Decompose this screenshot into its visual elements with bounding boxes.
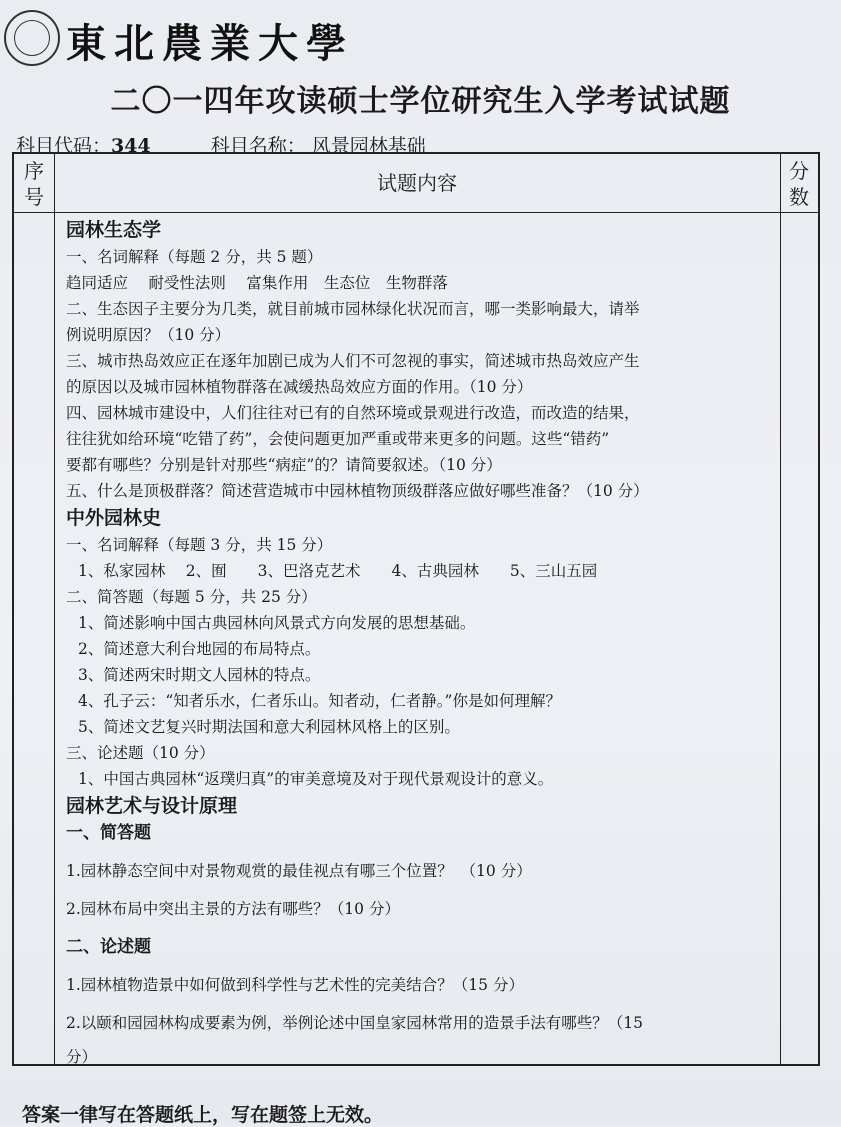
question-line: 的原因以及城市园林植物群落在减缓热岛效应方面的作用。（10 分） — [66, 378, 533, 396]
question-line: 一、名词解释（每题 3 分，共 15 分） — [66, 536, 333, 554]
question-line: 三、论述题（10 分） — [66, 744, 215, 762]
subject-code: 344 — [111, 135, 151, 157]
question-line: 2.以颐和园园林构成要素为例，举例论述中国皇家园林常用的造景手法有哪些？（15 — [66, 1014, 644, 1032]
question-line: 1、中国古典园林“返璞归真”的审美意境及对于现代景观设计的意义。 — [78, 770, 554, 788]
column-header-score-text: 分数 — [789, 159, 809, 209]
question-line: 1、简述影响中国古典园林向风景式方向发展的思想基础。 — [78, 614, 476, 632]
question-line: 4、孔子云：“知者乐水，仁者乐山。知者动，仁者静。”你是如何理解？ — [78, 692, 561, 710]
university-name: 東北農業大學 — [66, 20, 354, 67]
question-content — [66, 216, 782, 1070]
question-line: 三、城市热岛效应正在逐年加剧已成为人们不可忽视的事实，简述城市热岛效应产生 — [66, 352, 640, 370]
column-header-number — [14, 158, 54, 210]
subject-name-label: 科目名称： — [210, 135, 306, 157]
table-header-divider — [14, 212, 818, 213]
column-header-content: 试题内容 — [377, 171, 457, 195]
university-seal — [4, 10, 60, 66]
question-line: 一、名词解释（每题 2 分，共 5 题） — [66, 248, 323, 266]
question-line: 往往犹如给环境“吃错了药”，会使问题更加严重或带来更多的问题。这些“错药” — [66, 430, 610, 448]
subsection-heading: 二、论述题 — [66, 937, 151, 957]
question-line: 二、简答题（每题 5 分，共 25 分） — [66, 588, 317, 606]
question-line: 二、生态因子主要分为几类，就目前城市园林绿化状况而言，哪一类影响最大，请举 — [66, 300, 640, 318]
question-line: 1、私家园林 2、囿 3、巴洛克艺术 4、古典园林 5、三山五园 — [78, 562, 598, 580]
question-line: 1.园林植物造景中如何做到科学性与艺术性的完美结合？（15 分） — [66, 976, 524, 994]
question-line: 1.园林静态空间中对景物观赏的最佳视点有哪三个位置？ （10 分） — [66, 862, 532, 880]
seal-inner-ring — [14, 20, 50, 56]
table-divider — [54, 154, 55, 1064]
section-heading: 中外园林史 — [66, 507, 162, 529]
question-line: 要都有哪些？分别是针对那些“病症”的？请简要叙述。（10 分） — [66, 456, 502, 474]
section-heading: 园林生态学 — [66, 219, 162, 241]
footer-note: 答案一律写在答题纸上，写在题签上无效。 — [22, 1104, 384, 1126]
question-line: 5、简述文艺复兴时期法国和意大利园林风格上的区别。 — [78, 718, 460, 736]
subsection-heading: 一、简答题 — [66, 823, 151, 843]
question-line: 四、园林城市建设中，人们往往对已有的自然环境或景观进行改造，而改造的结果， — [66, 404, 640, 422]
exam-table — [12, 152, 820, 1066]
subject-name: 风景园林基础 — [311, 135, 426, 157]
column-header-number-text: 序号 — [24, 159, 44, 209]
question-line: 2、简述意大利台地园的布局特点。 — [78, 640, 321, 658]
exam-title: 二〇一四年攻读硕士学位研究生入学考试试题 — [110, 84, 731, 119]
question-line: 分） — [66, 1048, 98, 1066]
question-line: 趋同适应 耐受性法则 富集作用 生态位 生物群落 — [66, 274, 448, 292]
question-line: 例说明原因？（10 分） — [66, 326, 231, 344]
subject-code-label: 科目代码： — [16, 135, 112, 157]
question-line: 3、简述两宋时期文人园林的特点。 — [78, 666, 321, 684]
column-header-score — [780, 158, 818, 210]
question-line: 五、什么是顶极群落？简述营造城市中园林植物顶级群落应做好哪些准备？（10 分） — [66, 482, 649, 500]
question-line: 2.园林布局中突出主景的方法有哪些？（10 分） — [66, 900, 400, 918]
section-heading: 园林艺术与设计原理 — [66, 795, 238, 817]
